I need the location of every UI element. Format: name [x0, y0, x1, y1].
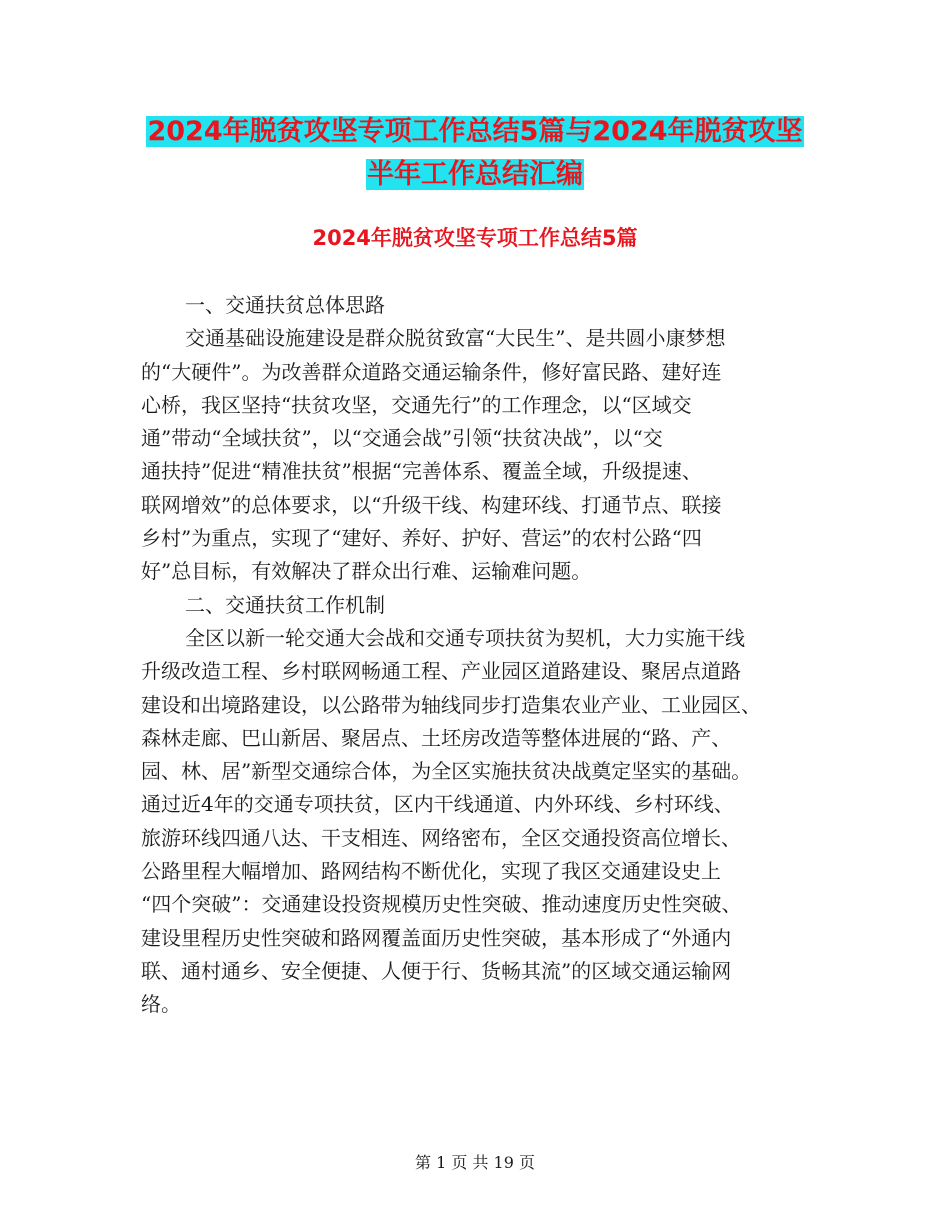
paragraph-line: 森林走廊、巴山新居、聚居点、土坯房改造等整体进展的“路、产、: [141, 725, 732, 750]
section-title: 2024年脱贫攻坚专项工作总结5篇: [312, 226, 638, 250]
paragraph-line: 好”总目标，有效解决了群众出行难、运输难问题。: [141, 559, 592, 584]
paragraph-line: 全区以新一轮交通大会战和交通专项扶贫为契机，大力实施干线: [185, 625, 745, 650]
paragraph-line: 公路里程大幅增加、路网结构不断优化，实现了我区交通建设史上: [141, 859, 721, 884]
heading-transport-approach: 一、交通扶贫总体思路: [185, 293, 385, 317]
paragraph-line: “四个突破”：交通建设投资规模历史性突破、推动速度历史性突破、: [141, 892, 742, 917]
paragraph-line: 联网增效”的总体要求，以“升级干线、构建环线、打通节点、联接: [141, 492, 722, 517]
paragraph-line: 通过近4年的交通专项扶贫，区内干线通道、内外环线、乡村环线、: [141, 792, 734, 817]
paragraph-line: 交通基础设施建设是群众脱贫致富“大民生”、是共圆小康梦想: [185, 326, 726, 351]
paragraph-line: 通”带动“全域扶贫”，以“交通会战”引领“扶贫决战”，以“交: [141, 426, 663, 451]
paragraph-line: 旅游环线四通八达、干支相连、网络密布，全区交通投资高位增长、: [141, 825, 741, 850]
paragraph-line: 的“大硬件”。为改善群众道路交通运输条件，修好富民路、建好连: [141, 359, 722, 384]
title-highlight-2: 半年工作总结汇编: [367, 159, 583, 190]
heading-transport-mechanism: 二、交通扶贫工作机制: [185, 592, 385, 617]
document-title-line-2: [0, 155, 950, 195]
paragraph-line: 络。: [141, 992, 181, 1017]
page-number-footer: 第 1 页 共 19 页: [415, 1153, 535, 1172]
paragraph-line: 建设里程历史性突破和路网覆盖面历史性突破，基本形成了“外通内: [141, 925, 732, 950]
paragraph-line: 升级改造工程、乡村联网畅通工程、产业园区道路建设、聚居点道路: [141, 659, 741, 684]
paragraph-line: 通扶持”促进“精准扶贫”根据“完善体系、覆盖全域，升级提速、: [141, 459, 702, 484]
paragraph-line: 乡村”为重点，实现了“建好、养好、护好、营运”的农村公路“四: [141, 526, 702, 551]
paragraph-line: 建设和出境路建设，以公路带为轴线同步打造集农业产业、工业园区、: [141, 692, 761, 717]
paragraph-line: 联、通村通乡、安全便捷、人便于行、货畅其流”的区域交通运输网: [141, 958, 732, 983]
paragraph-line: 心桥，我区坚持“扶贫攻坚，交通先行”的工作理念，以“区域交: [141, 392, 692, 417]
document-title-line-1: [0, 112, 950, 152]
document-body: [141, 289, 816, 1022]
paragraph-line: 园、林、居”新型交通综合体，为全区实施扶贫决战奠定坚实的基础。: [141, 759, 752, 784]
title-highlight-1: 2024年脱贫攻坚专项工作总结5篇与2024年脱贫攻坚: [147, 116, 803, 147]
